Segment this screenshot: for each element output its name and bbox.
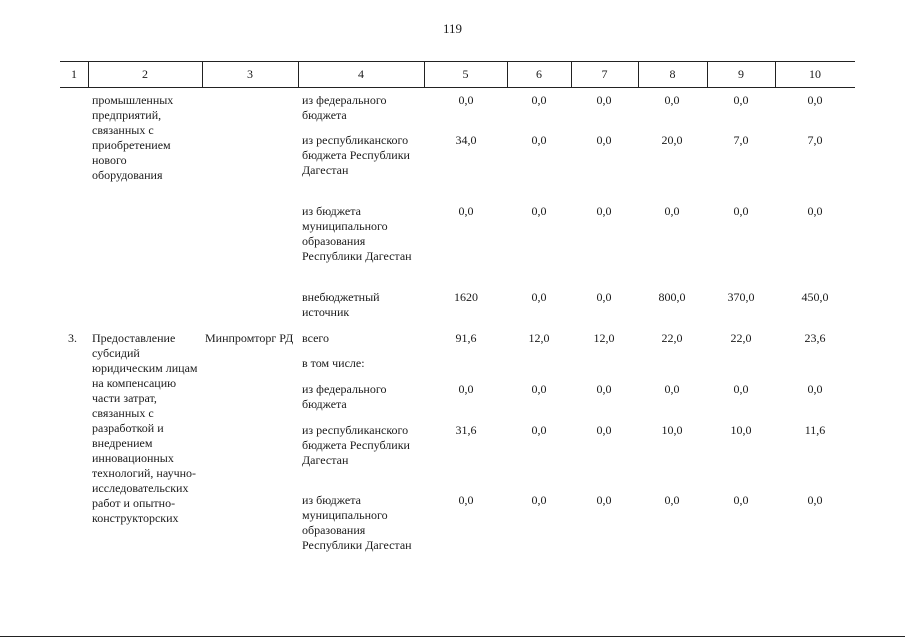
value-cell: 1620 — [454, 290, 478, 304]
value-cell: 0,0 — [531, 290, 547, 304]
value-cell: 0,0 — [807, 493, 823, 507]
column-header: 7 — [601, 67, 608, 81]
funding-source: из федерального бюджета — [302, 382, 387, 411]
table-bottom-border — [0, 636, 905, 637]
value-cell: 11,6 — [804, 423, 826, 437]
value-cell: 0,0 — [596, 493, 612, 507]
value-cell: 10,0 — [661, 423, 683, 437]
value-cell: 0,0 — [531, 493, 547, 507]
value-cell: 0,0 — [531, 382, 547, 396]
value-cell: 370,0 — [727, 290, 755, 304]
value-cell: 0,0 — [458, 204, 474, 218]
value-cell: 0,0 — [733, 93, 749, 107]
value-cell: 0,0 — [596, 290, 612, 304]
column-header: 4 — [358, 67, 364, 81]
value-cell: 0,0 — [664, 493, 680, 507]
funding-source: всего — [302, 331, 330, 345]
value-cell: 0,0 — [531, 423, 547, 437]
value-cell: 450,0 — [801, 290, 829, 304]
value-cell: 0,0 — [458, 382, 474, 396]
column-header: 5 — [462, 67, 469, 81]
column-header: 6 — [536, 67, 542, 81]
value-cell: 0,0 — [596, 423, 612, 437]
value-cell: 0,0 — [664, 93, 680, 107]
column-header: 2 — [142, 67, 148, 81]
value-cell: 0,0 — [531, 133, 547, 147]
value-cell: 7,0 — [733, 133, 749, 147]
measure-description: Предоставление субсидий юридическим лицам на компенсацию части затрат, связанных с разработкой и внедрением инновационных технологий, научно-исследовательских работ и опытно-конструкторских — [92, 331, 198, 525]
funding-source: в том числе: — [302, 356, 365, 370]
value-cell: 22,0 — [661, 331, 683, 345]
value-cell: 0,0 — [596, 204, 612, 218]
value-cell: 0,0 — [596, 133, 612, 147]
column-header: 3 — [247, 67, 253, 81]
table-header-bottom-border — [60, 87, 855, 88]
column-header: 10 — [809, 67, 821, 81]
value-cell: 0,0 — [664, 204, 680, 218]
funding-source: из республиканского бюджета Республики Дагестан — [302, 133, 410, 177]
value-cell: 91,6 — [455, 331, 477, 345]
value-cell: 0,0 — [733, 493, 749, 507]
value-cell: 0,0 — [733, 382, 749, 396]
value-cell: 0,0 — [807, 382, 823, 396]
value-cell: 0,0 — [807, 204, 823, 218]
funding-source: из бюджета муниципального образования Республики Дагестан — [302, 493, 412, 552]
value-cell: 0,0 — [458, 493, 474, 507]
value-cell: 7,0 — [807, 133, 823, 147]
value-cell: 0,0 — [531, 204, 547, 218]
value-cell: 12,0 — [528, 331, 550, 345]
table-top-border — [60, 61, 855, 62]
value-cell: 0,0 — [807, 93, 823, 107]
executor: Минпромторг РД — [205, 331, 294, 345]
value-cell: 10,0 — [730, 423, 752, 437]
funding-source: из бюджета муниципального образования Республики Дагестан — [302, 204, 412, 263]
column-header: 8 — [669, 67, 676, 81]
value-cell: 0,0 — [531, 93, 547, 107]
value-cell: 20,0 — [661, 133, 683, 147]
value-cell: 0,0 — [596, 93, 612, 107]
value-cell: 31,6 — [455, 423, 477, 437]
value-cell: 12,0 — [593, 331, 615, 345]
funding-source: из республиканского бюджета Республики Дагестан — [302, 423, 410, 467]
value-cell: 23,6 — [804, 331, 826, 345]
column-header: 9 — [738, 67, 744, 81]
value-cell: 0,0 — [596, 382, 612, 396]
measure-description: промышленных предприятий, связанных с приобретением нового оборудования — [92, 93, 174, 182]
value-cell: 22,0 — [730, 331, 752, 345]
funding-source: внебюджетный источник — [302, 290, 380, 319]
column-header: 1 — [71, 67, 77, 81]
row-number: 3. — [68, 331, 77, 345]
value-cell: 0,0 — [458, 93, 474, 107]
value-cell: 0,0 — [664, 382, 680, 396]
funding-source: из федерального бюджета — [302, 93, 387, 122]
page-number: 119 — [442, 21, 463, 36]
value-cell: 34,0 — [455, 133, 477, 147]
value-cell: 800,0 — [658, 290, 686, 304]
value-cell: 0,0 — [733, 204, 749, 218]
